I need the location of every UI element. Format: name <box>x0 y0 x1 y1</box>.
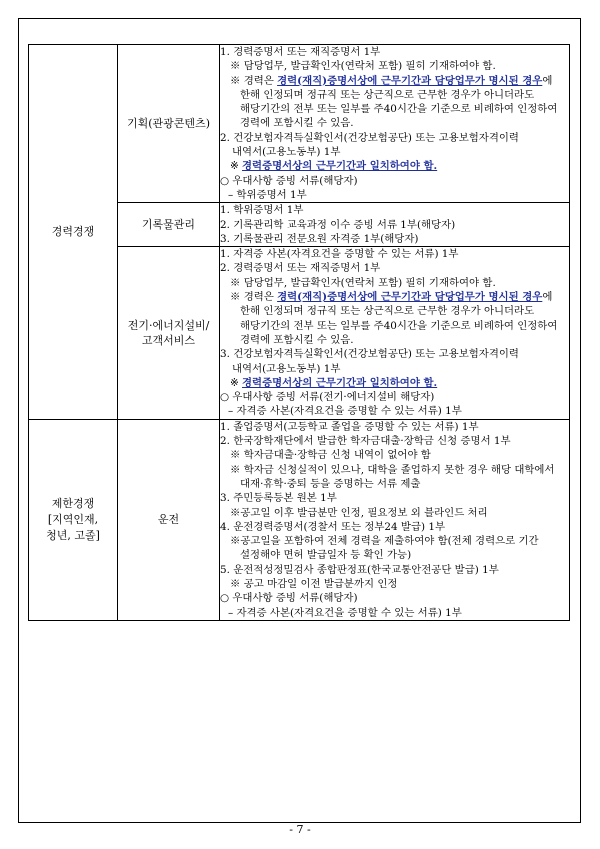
document-line: 한해 인정되며 정규직 또는 상근직으로 근무한 경우가 아니더라도 <box>240 305 535 318</box>
document-line: 5. 운전적성정밀검사 종합판정표(한국교통안전공단 발급) 1부 <box>220 563 499 576</box>
document-line: 1. 경력증명서 또는 재직증명서 1부 <box>220 46 381 58</box>
document-line: 대재·휴학·중퇴 등을 증명하는 서류 제출 <box>240 477 421 490</box>
table-row <box>29 419 570 620</box>
document-line: ※ 경력은 경력(재직)증명서상에 근무기간과 담당업무가 명시된 경우에 <box>230 291 553 304</box>
position-cell <box>118 247 220 420</box>
document-line: 1. 학위증명서 1부 <box>220 204 304 217</box>
document-line: 2. 경력증명서 또는 재직증명서 1부 <box>220 262 381 275</box>
documents-cell <box>220 419 570 620</box>
document-line: 2. 한국장학재단에서 발급한 학자금대출·장학금 신청 증명서 1부 <box>220 435 511 448</box>
position-cell <box>118 45 220 203</box>
emphasis-text: 경력증명서상의 근무기간과 일치하여야 함. <box>242 160 438 173</box>
category-line: 제한경쟁 <box>51 496 95 510</box>
document-line: ※공고일 이후 발급분만 인정, 필요정보 외 블라인드 처리 <box>230 506 488 519</box>
emphasis-text: 경력증명서상의 근무기간과 일치하여야 함. <box>242 376 438 389</box>
document-line: ○ 우대사항 증빙 서류(해당자) <box>220 592 358 605</box>
document-line: ○ 우대사항 증빙 서류(전기·에너지설비 해당자) <box>220 391 435 404</box>
position-cell <box>118 419 220 620</box>
document-line: ※ 담당업무, 발급확인자(연락처 포함) 필히 기재하여야 함. <box>230 60 496 73</box>
category-cell <box>29 419 118 620</box>
document-line: ※ 담당업무, 발급확인자(연락처 포함) 필히 기재하여야 함. <box>230 276 496 289</box>
documents-cell <box>220 45 570 203</box>
position-line: 운전 <box>157 513 180 527</box>
document-line: 1. 자격증 사본(자격요건을 증명할 수 있는 서류) 1부 <box>220 248 459 261</box>
emphasis-text: 경력(재직)증명서상에 근무기간과 담당업무가 명시된 경우 <box>277 291 543 304</box>
document-line: 내역서(고용노동부) 1부 <box>232 362 341 375</box>
category-cell <box>29 45 118 420</box>
document-line: ※ 경력증명서상의 근무기간과 일치하여야 함. <box>230 160 438 173</box>
document-line: – 학위증명서 1부 <box>228 188 307 201</box>
document-line: 2. 기록관리학 교육과정 이수 증빙 서류 1부(해당자) <box>220 218 456 231</box>
category-line: 청년, 고졸] <box>46 528 100 542</box>
document-line: ※ 경력은 경력(재직)증명서상에 근무기간과 담당업무가 명시된 경우에 <box>230 74 553 87</box>
position-line: 기록물관리 <box>141 218 196 232</box>
position-cell <box>118 203 220 247</box>
document-line: 3. 주민등록등본 원본 1부 <box>220 492 337 505</box>
document-line: ※ 학자금대출·장학금 신청 내역이 없어야 함 <box>230 449 431 462</box>
table-row <box>29 45 570 203</box>
document-line: 해당기간의 전부 또는 일부를 주40시간을 기준으로 비례하여 인정하여 <box>240 319 558 332</box>
document-line: ※공고일을 포함하여 전체 경력을 제출하여야 함(전체 경력으로 기간 <box>230 535 539 548</box>
document-line: – 자격증 사본(자격요건을 증명할 수 있는 서류) 1부 <box>228 606 462 619</box>
document-line: 해당기간의 전부 또는 일부를 주40시간을 기준으로 비례하여 인정하여 <box>240 103 558 116</box>
document-line: 경력에 포함시킬 수 있음. <box>240 333 354 346</box>
position-line: 전기·에너지설비/ <box>127 318 210 332</box>
emphasis-text: 경력(재직)증명서상에 근무기간과 담당업무가 명시된 경우 <box>277 74 543 87</box>
category-line: [지역인재, <box>47 512 99 526</box>
page-number: - 7 - <box>289 823 311 836</box>
documents-cell <box>220 203 570 247</box>
document-line: 내역서(고용노동부) 1부 <box>232 146 341 159</box>
document-line: 2. 건강보험자격득실확인서(건강보험공단) 또는 고용보험자격이력 <box>220 131 519 144</box>
document-line: 4. 운전경력증명서(경찰서 또는 정부24 발급) 1부 <box>220 520 446 533</box>
document-line: 3. 건강보험자격득실확인서(건강보험공단) 또는 고용보험자격이력 <box>220 348 519 361</box>
document-line: ※ 경력증명서상의 근무기간과 일치하여야 함. <box>230 376 438 389</box>
document-line: ※ 학자금 신청실적이 있으나, 대학을 졸업하지 못한 경우 해당 대학에서 <box>230 463 555 476</box>
required-documents-table <box>28 44 570 621</box>
document-line: 한해 인정되며 정규직 또는 상근직으로 근무한 경우가 아니더라도 <box>240 88 535 101</box>
documents-cell <box>220 247 570 420</box>
position-line: 고객서비스 <box>141 333 196 347</box>
document-line: 경력에 포함시킬 수 있음. <box>240 117 354 130</box>
document-line: 1. 졸업증명서(고등학교 졸업을 증명할 수 있는 서류) 1부 <box>220 420 479 433</box>
document-line: 3. 기록물관리 전문요원 자격증 1부(해당자) <box>220 232 419 245</box>
document-line: 설정해야 면허 발급일자 등 확인 가능) <box>240 549 412 562</box>
position-line: 기획(관광콘텐츠) <box>127 117 210 131</box>
document-line: ※ 공고 마감일 이전 발급분까지 인정 <box>230 577 398 590</box>
category-line: 경력경쟁 <box>51 224 95 238</box>
document-line: – 자격증 사본(자격요건을 증명할 수 있는 서류) 1부 <box>228 405 462 418</box>
document-line: ○ 우대사항 증빙 서류(해당자) <box>220 174 358 187</box>
